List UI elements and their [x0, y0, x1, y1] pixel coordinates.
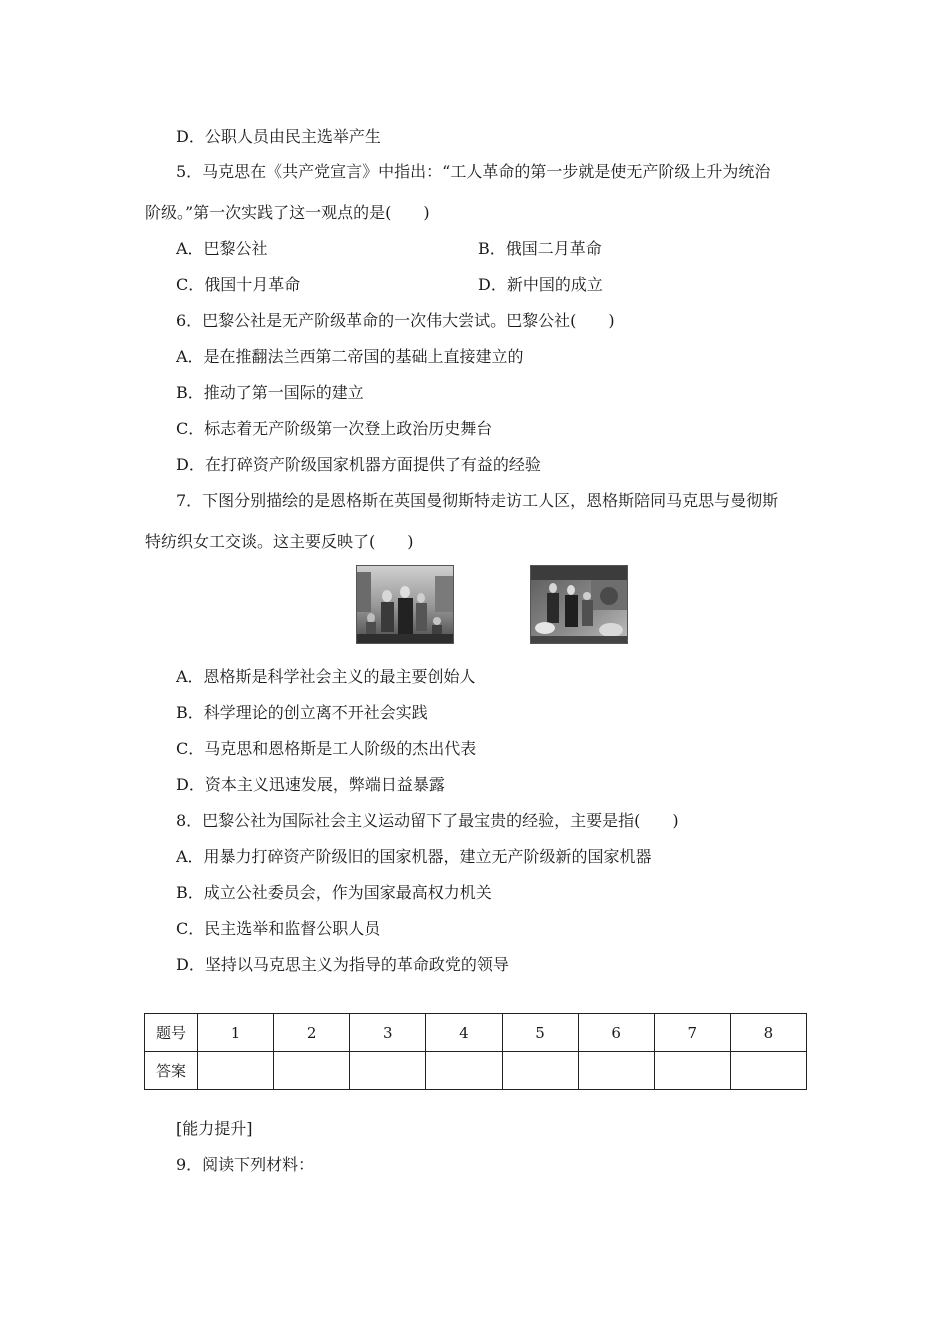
question-6-stem: 6．巴黎公社是无产阶级革命的一次伟大尝试。巴黎公社( ) [176, 311, 615, 330]
answer-cell[interactable] [730, 1052, 806, 1090]
question-number-cell: 6 [578, 1014, 654, 1052]
answer-cell[interactable] [274, 1052, 350, 1090]
question-7-option-b: B．科学理论的创立离不开社会实践 [176, 703, 428, 722]
answer-cell[interactable] [578, 1052, 654, 1090]
question-number-cell: 3 [350, 1014, 426, 1052]
answer-table-number-row [145, 1014, 807, 1052]
answer-table [144, 1013, 807, 1090]
question-4-option-d: D．公职人员由民主选举产生 [176, 127, 381, 146]
question-number-cell: 5 [502, 1014, 578, 1052]
question-6-option-a: A．是在推翻法兰西第二帝国的基础上直接建立的 [176, 347, 524, 366]
question-8-stem: 8．巴黎公社为国际社会主义运动留下了最宝贵的经验，主要是指( ) [176, 811, 679, 830]
question-number-cell: 2 [274, 1014, 350, 1052]
question-5-stem-line-1: 5．马克思在《共产党宣言》中指出：“工人革命的第一步就是使无产阶级上升为统治 [176, 162, 771, 181]
answer-cell[interactable] [502, 1052, 578, 1090]
question-7-option-d: D．资本主义迅速发展，弊端日益暴露 [176, 775, 445, 794]
question-7-stem-line-1: 7．下图分别描绘的是恩格斯在英国曼彻斯特走访工人区，恩格斯陪同马克思与曼彻斯 [176, 491, 779, 510]
question-number-cell: 7 [654, 1014, 730, 1052]
question-number-cell: 8 [730, 1014, 806, 1052]
marx-engels-talking-to-textile-workers-picture [530, 565, 628, 644]
answer-row-header: 答案 [145, 1052, 198, 1090]
answer-cell[interactable] [654, 1052, 730, 1090]
question-8-option-c: C．民主选举和监督公职人员 [176, 919, 381, 938]
question-number-cell: 4 [426, 1014, 502, 1052]
engels-visiting-workers-illustration [357, 566, 453, 643]
question-7-option-c: C．马克思和恩格斯是工人阶级的杰出代表 [176, 739, 477, 758]
question-number-cell: 1 [198, 1014, 274, 1052]
answer-cell[interactable] [426, 1052, 502, 1090]
section-heading: [能力提升] [176, 1119, 253, 1138]
question-5-stem-line-2: 阶级。”第一次实践了这一观点的是( ) [145, 203, 430, 222]
answer-cell[interactable] [198, 1052, 274, 1090]
question-6-option-b: B．推动了第一国际的建立 [176, 383, 364, 402]
marx-engels-textile-workers-illustration [531, 566, 627, 643]
question-7-stem-line-2: 特纺织女工交谈。这主要反映了( ) [145, 532, 414, 551]
answer-table-answer-row [145, 1052, 807, 1090]
question-5-option-c: C．俄国十月革命 [176, 275, 301, 294]
question-9-stem: 9．阅读下列材料： [176, 1155, 315, 1174]
answer-cell[interactable] [350, 1052, 426, 1090]
question-5-option-a: A．巴黎公社 [176, 239, 268, 258]
question-8-option-b: B．成立公社委员会，作为国家最高权力机关 [176, 883, 492, 902]
question-8-option-a: A．用暴力打碎资产阶级旧的国家机器，建立无产阶级新的国家机器 [176, 847, 652, 866]
question-6-option-d: D．在打碎资产阶级国家机器方面提供了有益的经验 [176, 455, 541, 474]
number-row-header: 题号 [145, 1014, 198, 1052]
question-6-option-c: C．标志着无产阶级第一次登上政治历史舞台 [176, 419, 493, 438]
question-5-option-b: B．俄国二月革命 [478, 239, 602, 258]
question-5-option-d: D．新中国的成立 [478, 275, 603, 294]
question-7-option-a: A．恩格斯是科学社会主义的最主要创始人 [176, 667, 476, 686]
engels-visiting-workers-picture [356, 565, 454, 644]
question-8-option-d: D．坚持以马克思主义为指导的革命政党的领导 [176, 955, 509, 974]
